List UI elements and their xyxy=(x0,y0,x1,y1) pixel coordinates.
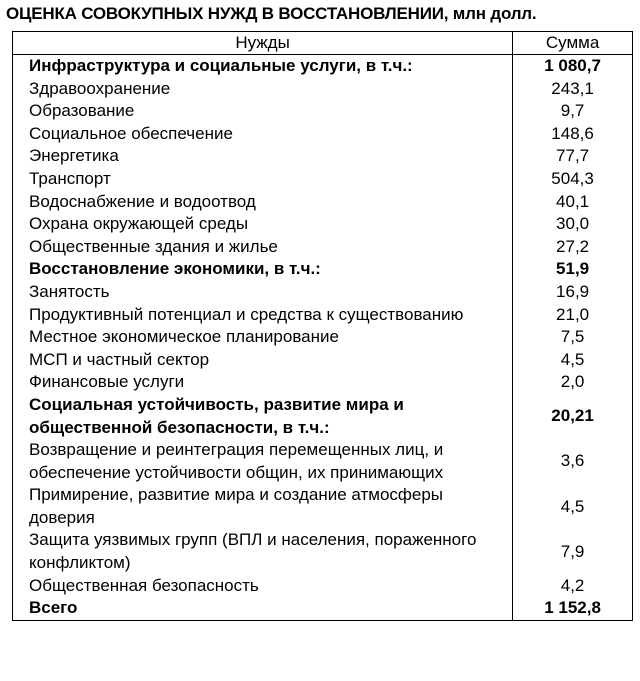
header-needs: Нужды xyxy=(13,32,513,55)
row-label: МСП и частный сектор xyxy=(13,349,513,372)
row-label: Общественные здания и жилье xyxy=(13,236,513,259)
row-label: Восстановление экономики, в т.ч.: xyxy=(13,258,513,281)
row-label: Водоснабжение и водоотвод xyxy=(13,191,513,214)
page-title: ОЦЕНКА СОВОКУПНЫХ НУЖД В ВОССТАНОВЛЕНИИ, млн долл. xyxy=(6,4,537,23)
table-header-row xyxy=(13,32,633,55)
table-row xyxy=(13,145,633,168)
row-label: Примирение, развитие мира и создание атмосферы доверия xyxy=(13,484,513,529)
table-row xyxy=(13,191,633,214)
table-row xyxy=(13,326,633,349)
row-label: Транспорт xyxy=(13,168,513,191)
row-label: Социальная устойчивость, развитие мира и общественной безопасности, в т.ч.: xyxy=(13,394,513,439)
row-value: 77,7 xyxy=(513,145,633,168)
row-value: 4,2 xyxy=(513,575,633,598)
row-value: 7,5 xyxy=(513,326,633,349)
row-label: Энергетика xyxy=(13,145,513,168)
table-row xyxy=(13,304,633,327)
row-label: Финансовые услуги xyxy=(13,371,513,394)
table-row xyxy=(13,100,633,123)
row-value: 4,5 xyxy=(513,349,633,372)
table-row xyxy=(13,597,633,620)
row-value: 20,21 xyxy=(513,394,633,439)
table-row xyxy=(13,258,633,281)
table-row xyxy=(13,168,633,191)
header-sum: Сумма xyxy=(513,32,633,55)
row-label: Инфраструктура и социальные услуги, в т.ч.: xyxy=(13,55,513,78)
table-row xyxy=(13,55,633,78)
row-value: 21,0 xyxy=(513,304,633,327)
row-value: 16,9 xyxy=(513,281,633,304)
row-value: 27,2 xyxy=(513,236,633,259)
row-value: 30,0 xyxy=(513,213,633,236)
row-value: 504,3 xyxy=(513,168,633,191)
row-value: 4,5 xyxy=(513,484,633,529)
needs-table xyxy=(12,31,633,621)
row-label: Защита уязвимых групп (ВПЛ и населения, пораженного конфликтом) xyxy=(13,529,513,574)
row-label: Общественная безопасность xyxy=(13,575,513,598)
table-row xyxy=(13,484,633,529)
table-row xyxy=(13,371,633,394)
row-label: Здравоохранение xyxy=(13,78,513,101)
table-row xyxy=(13,349,633,372)
row-label: Образование xyxy=(13,100,513,123)
table-row xyxy=(13,236,633,259)
row-value: 40,1 xyxy=(513,191,633,214)
row-label: Продуктивный потенциал и средства к существованию xyxy=(13,304,513,327)
row-label: Социальное обеспечение xyxy=(13,123,513,146)
table-row xyxy=(13,123,633,146)
row-value: 1 152,8 xyxy=(513,597,633,620)
row-value: 3,6 xyxy=(513,439,633,484)
row-value: 9,7 xyxy=(513,100,633,123)
table-row xyxy=(13,78,633,101)
row-value: 7,9 xyxy=(513,529,633,574)
row-value: 51,9 xyxy=(513,258,633,281)
row-value: 148,6 xyxy=(513,123,633,146)
row-label: Охрана окружающей среды xyxy=(13,213,513,236)
row-label: Занятость xyxy=(13,281,513,304)
row-label: Возвращение и реинтеграция перемещенных лиц, и обеспечение устойчивости общин, их принимающих xyxy=(13,439,513,484)
table-row xyxy=(13,529,633,574)
table-row xyxy=(13,281,633,304)
row-value: 2,0 xyxy=(513,371,633,394)
row-label: Всего xyxy=(13,597,513,620)
table-row xyxy=(13,439,633,484)
table-row xyxy=(13,213,633,236)
table-row xyxy=(13,575,633,598)
table-body xyxy=(13,55,633,621)
row-label: Местное экономическое планирование xyxy=(13,326,513,349)
row-value: 243,1 xyxy=(513,78,633,101)
table-row xyxy=(13,394,633,439)
row-value: 1 080,7 xyxy=(513,55,633,78)
